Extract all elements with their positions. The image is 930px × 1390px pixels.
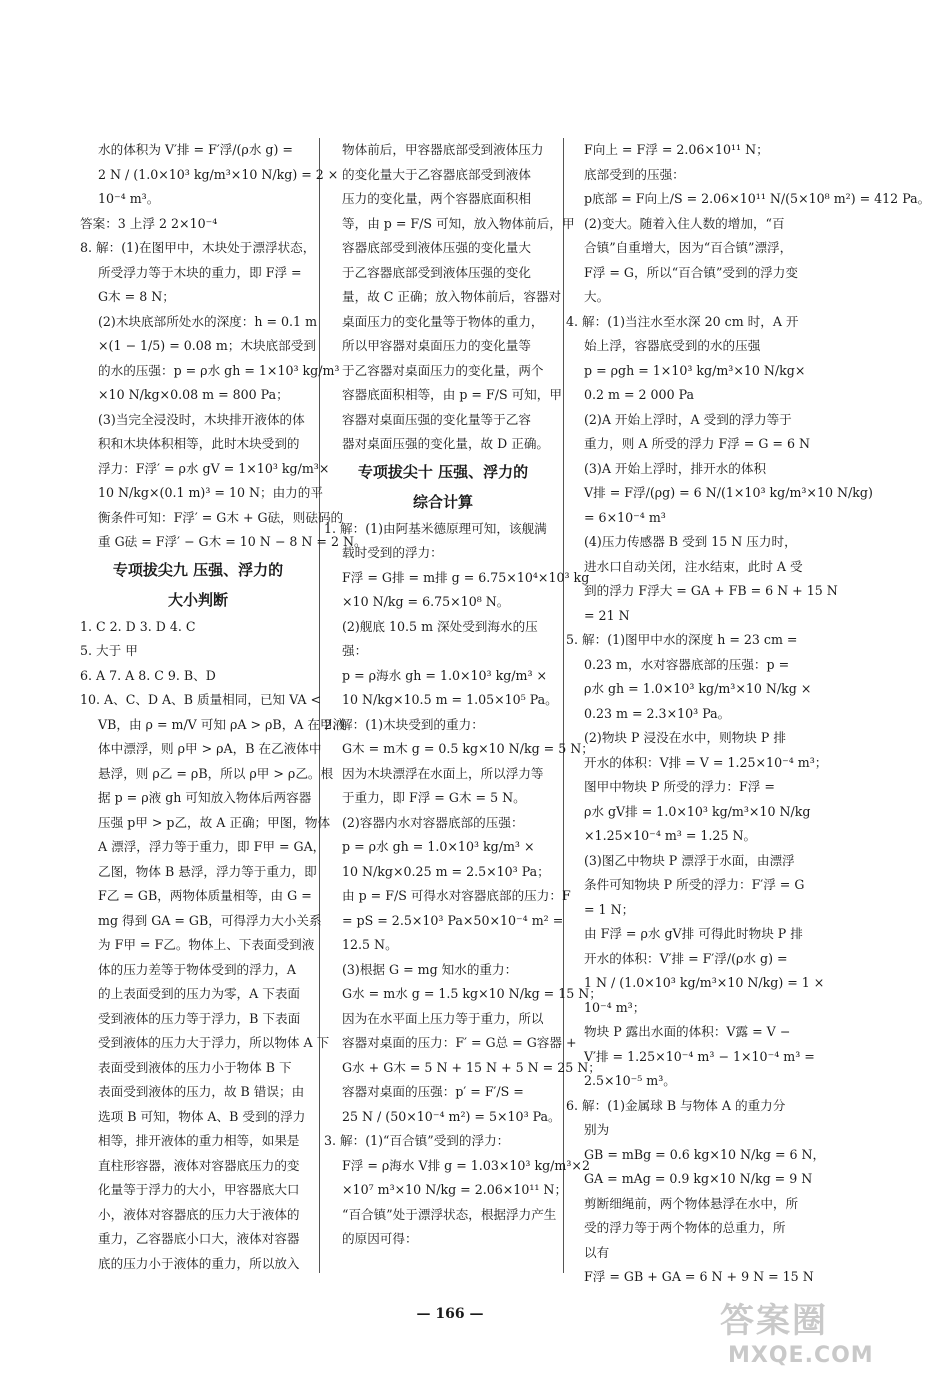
text-line: 据 p = ρ液 gh 可知放入物体后两容器 <box>98 790 312 805</box>
text-line: mg 得到 GA = GB，可得浮力大小关系 <box>98 912 322 928</box>
text-line: 12.5 N。 <box>342 937 398 952</box>
text-line: 2. 解：(1)木块受到的重力： <box>324 716 484 732</box>
text-line: 6. A 7. A 8. C 9. B、D <box>80 667 216 683</box>
text-line: 衡条件可知：F浮′ = G木 + G砝，则砝码的 <box>98 509 344 525</box>
text-line: 重力，则 A 所受的浮力 F浮 = G = 6 N <box>584 436 810 451</box>
page-number: — 166 — <box>416 1306 484 1322</box>
text-line: (3)当完全浸没时，木块排开液体的体 <box>98 411 305 427</box>
watermark-logo <box>720 1300 895 1386</box>
text-line: 以有 <box>584 1244 610 1260</box>
text-line: 体的压力差等于物体受到的浮力，A <box>98 961 297 977</box>
text-line: 2 N / (1.0×10³ kg/m³×10 N/kg) = 2 × <box>98 166 339 182</box>
text-line: 水的体积为 V′排 = F′浮/(ρ水 g) = <box>98 142 293 157</box>
text-line: 物块 P 露出水面的体积：V露 = V − <box>584 1024 791 1039</box>
text-line: F乙 = GB，两物体质量相等，由 G = <box>98 888 312 903</box>
text-line: 1. C 2. D 3. D 4. C <box>80 618 196 634</box>
text-line: G木 = m木 g = 0.5 kg×10 N/kg = 5 N； <box>342 741 594 756</box>
text-line: 重 G砝 = F浮′ − G木 = 10 N − 8 N = 2 N。 <box>98 534 367 549</box>
text-line: p = ρgh = 1×10³ kg/m³×10 N/kg× <box>584 362 806 378</box>
text-line: 因为木块漂浮在水面上，所以浮力等 <box>342 765 544 781</box>
text-line: 5. 解：(1)图甲中水的深度 h = 23 cm = <box>566 632 798 647</box>
text-line: ρ水 gh = 1.0×10³ kg/m³×10 N/kg × <box>584 681 812 696</box>
text-line: 容器对桌面的压强：p′ = F′/S = <box>342 1084 524 1099</box>
text-line: 因为在水平面上压力等于重力，所以 <box>342 1010 544 1026</box>
text-line: (3)A 开始上浮时，排开水的体积 <box>584 460 767 476</box>
text-line: 所受浮力等于木块的重力，即 F浮 = <box>98 264 302 280</box>
answer-column-left <box>80 138 367 1276</box>
text-line: 的上表面受到的压力为零，A 下表面 <box>98 986 301 1001</box>
text-line: 底的压力小于液体的重力，所以放入 <box>98 1255 300 1271</box>
text-line: 始上浮，容器底受到的水的压强 <box>584 338 761 353</box>
text-line: = 6×10⁻⁴ m³ <box>584 509 666 525</box>
text-line: 10⁻⁴ m³； <box>584 999 646 1015</box>
text-line: 0.23 m，水对容器底部的压强：p = <box>584 656 790 672</box>
text-line: 的原因可得： <box>342 1231 418 1246</box>
answer-column-right <box>566 138 930 1290</box>
text-line: G水 = m水 g = 1.5 kg×10 N/kg = 15 N； <box>342 986 602 1001</box>
text-line: (3)图乙中物块 P 漂浮于水面，由漂浮 <box>584 852 795 868</box>
text-line: VB，由 ρ = m/V 可知 ρA > ρB，A 在甲液 <box>98 716 346 732</box>
text-line: (2)容器内水对容器底部的压强： <box>342 814 524 830</box>
text-line: 桌面压力的变化量等于物体的重力， <box>342 313 544 329</box>
text-line: 体中漂浮，则 ρ甲 > ρA，B 在乙液体中 <box>98 741 322 756</box>
watermark-logo-text: 答案圈 <box>720 1301 828 1341</box>
text-line: 容器对桌面压强的变化量等于乙容 <box>342 411 531 427</box>
text-line: 合镇”自重增大，因为“百合镇”漂浮， <box>584 240 793 255</box>
text-line: 所以甲容器对桌面压力的变化量等 <box>342 338 531 353</box>
text-line: 受到液体的压力等于浮力，B 下表面 <box>98 1010 301 1026</box>
text-line: 表面受到液体的压力，故 B 错误；由 <box>98 1084 305 1099</box>
text-line: F浮 = G，所以“百合镇”受到的浮力变 <box>584 264 798 280</box>
text-line: 压力的变化量，两个容器底面积相 <box>342 191 531 206</box>
text-line: G木 = 8 N； <box>98 289 175 304</box>
text-line: = pS = 2.5×10³ Pa×50×10⁻⁴ m² = <box>342 912 564 928</box>
text-line: G水 + G木 = 5 N + 15 N + 5 N = 25 N； <box>342 1059 601 1075</box>
text-line: (3)根据 G = mg 知水的重力： <box>342 961 518 977</box>
text-line: ×(1 − 1/5) = 0.08 m；木块底部受到 <box>98 338 316 353</box>
text-line: 5. 大于 甲 <box>80 643 138 658</box>
text-line: 容器底面积相等，由 p = F/S 可知，甲 <box>342 387 562 402</box>
text-line: 载时受到的浮力： <box>342 545 443 560</box>
text-line: (4)压力传感器 B 受到 15 N 压力时， <box>584 534 797 549</box>
text-line: 开水的体积：V′排 = F′浮/(ρ水 g) = <box>584 950 788 966</box>
text-line: 等，由 p = F/S 可知，放入物体前后，甲 <box>342 215 575 231</box>
text-line: 由 p = F/S 可得水对容器底部的压力：F <box>342 888 571 903</box>
text-line: 强： <box>342 643 368 658</box>
text-line: 10⁻⁴ m³。 <box>98 191 160 206</box>
text-line: (2)A 开始上浮时，A 受到的浮力等于 <box>584 411 792 427</box>
text-line: GB = mBg = 0.6 kg×10 N/kg = 6 N， <box>584 1146 826 1162</box>
text-line: 积和木块体积相等，此时木块受到的 <box>98 436 300 451</box>
section-heading: 专项拔尖十 压强、浮力的 <box>357 462 529 481</box>
text-line: 受的浮力等于两个物体的总重力，所 <box>584 1220 786 1235</box>
text-line: (2)舰底 10.5 m 深处受到海水的压 <box>342 618 538 634</box>
text-line: A 漂浮，浮力等于重力，即 F甲 = GA， <box>98 839 326 854</box>
text-line: 器对桌面压强的变化量，故 D 正确。 <box>342 436 550 451</box>
text-line: ×10⁷ m³×10 N/kg = 2.06×10¹¹ N； <box>342 1182 568 1197</box>
text-line: 直柱形容器，液体对容器底压力的变 <box>98 1157 300 1173</box>
text-line: 乙图，物体 B 悬浮，浮力等于重力，即 <box>98 863 317 879</box>
text-line: 2.5×10⁻⁵ m³。 <box>584 1073 676 1088</box>
text-line: 化量等于浮力的大小，甲容器底大口 <box>98 1182 300 1197</box>
text-line: = 21 N <box>584 607 630 623</box>
text-line: 到的浮力 F浮大 = GA + FB = 6 N + 15 N <box>584 583 838 598</box>
text-line: 重力，乙容器底小口大，液体对容器 <box>98 1231 300 1246</box>
text-line: 底部受到的压强： <box>584 166 685 182</box>
text-line: 物体前后，甲容器底部受到液体压力 <box>342 142 544 157</box>
text-line: 进水口自动关闭，注水结束，此时 A 受 <box>584 558 803 574</box>
text-line: 于重力，即 F浮 = G木 = 5 N。 <box>342 790 526 805</box>
text-line: 10. A、C、D A、B 质量相同，已知 VA < <box>80 692 322 707</box>
text-line: 25 N / (50×10⁻⁴ m²) = 5×10³ Pa。 <box>342 1108 561 1124</box>
text-line: 于乙容器对桌面压力的变化量，两个 <box>342 362 544 378</box>
text-line: 条件可知物块 P 所受的浮力：F′浮 = G <box>584 877 805 892</box>
section-heading: 专项拔尖九 压强、浮力的 <box>112 560 284 579</box>
text-line: 开水的体积：V排 = V = 1.25×10⁻⁴ m³； <box>584 754 828 770</box>
text-line: GA = mAg = 0.9 kg×10 N/kg = 9 N <box>584 1171 813 1186</box>
text-line: 8. 解：(1)在图甲中，木块处于漂浮状态， <box>80 240 316 255</box>
text-line: 10 N/kg×(0.1 m)³ = 10 N；由力的平 <box>98 485 323 500</box>
text-line: “百合镇”处于漂浮状态，根据浮力产生 <box>342 1206 557 1222</box>
text-line: 压强 p甲 > p乙，故 A 正确；甲图，物体 <box>98 814 331 830</box>
text-line: 6. 解：(1)金属球 B 与物体 A 的重力分 <box>566 1097 786 1113</box>
text-line: 10 N/kg×0.25 m = 2.5×10³ Pa； <box>342 863 550 879</box>
text-line: 0.23 m = 2.3×10³ Pa。 <box>584 705 731 721</box>
section-heading: 大小判断 <box>167 590 228 609</box>
text-line: 3. 解：(1)“百合镇”受到的浮力： <box>324 1133 510 1148</box>
watermark-site-text: MXQE.COM <box>728 1343 874 1368</box>
text-line: V排 = F浮/(ρg) = 6 N/(1×10³ kg/m³×10 N/kg) <box>584 485 873 500</box>
column-divider <box>563 138 564 1273</box>
text-line: 大。 <box>584 289 610 304</box>
text-line: 选项 B 可知，物体 A、B 受到的浮力 <box>98 1108 306 1124</box>
text-line: 受到液体的压力大于浮力，所以物体 A 下 <box>98 1035 330 1050</box>
text-line: 悬浮，则 ρ乙 = ρB，所以 ρ甲 > ρ乙。根 <box>98 765 334 781</box>
text-line: 为 F甲 = F乙。物体上、下表面受到液 <box>98 937 315 952</box>
text-line: 量，故 C 正确；放入物体前后，容器对 <box>342 289 562 304</box>
text-line: (2)物块 P 浸没在水中，则物块 P 排 <box>584 730 786 745</box>
text-line: ×1.25×10⁻⁴ m³ = 1.25 N。 <box>584 828 757 843</box>
text-line: (2)木块底部所处水的深度：h = 0.1 m <box>98 313 318 329</box>
text-line: 别为 <box>584 1122 610 1137</box>
text-line: 1. 解：(1)由阿基米德原理可知，该舰满 <box>324 520 547 536</box>
text-line: 10 N/kg×10.5 m = 1.05×10⁵ Pa。 <box>342 692 558 707</box>
text-line: ×10 N/kg×0.08 m = 800 Pa； <box>98 387 289 402</box>
text-line: ρ水 gV排 = 1.0×10³ kg/m³×10 N/kg <box>584 803 811 819</box>
text-line: 图甲中物块 P 所受的浮力：F浮 = <box>584 779 775 794</box>
text-line: 答案：3 上浮 2 2×10⁻⁴ <box>80 215 218 231</box>
text-line: 剪断细绳前，两个物体悬浮在水中，所 <box>584 1195 799 1211</box>
text-line: F浮 = GB + GA = 6 N + 9 N = 15 N <box>584 1269 814 1284</box>
text-line: ×10 N/kg = 6.75×10⁸ N。 <box>342 594 510 609</box>
text-line: 0.2 m = 2 000 Pa <box>584 387 695 402</box>
section-heading: 综合计算 <box>412 492 473 511</box>
text-line: p = ρ水 gh = 1.0×10³ kg/m³ × <box>342 839 535 854</box>
text-line: F浮 = G排 = m排 g = 6.75×10⁴×10³ kg <box>342 569 590 585</box>
text-line: F浮 = ρ海水 V排 g = 1.03×10³ kg/m³×2 <box>342 1157 590 1173</box>
text-line: 于乙容器底部受到液体压强的变化 <box>342 264 531 280</box>
text-line: p = ρ海水 gh = 1.0×10³ kg/m³ × <box>342 667 548 683</box>
text-line: = 1 N； <box>584 901 635 917</box>
text-line: (2)变大。随着入住人数的增加，“百 <box>584 215 785 231</box>
text-line: 表面受到液体的压力小于物体 B 下 <box>98 1059 292 1075</box>
text-line: 容器底部受到液体压强的变化量大 <box>342 240 531 255</box>
text-line: 的变化量大于乙容器底部受到液体 <box>342 166 531 182</box>
text-line: 浮力：F浮′ = ρ水 gV = 1×10³ kg/m³× <box>98 460 330 476</box>
text-line: F向上 = F浮 = 2.06×10¹¹ N； <box>584 142 769 157</box>
text-line: 由 F浮 = ρ水 gV排 可得此时物块 P 排 <box>584 926 803 941</box>
text-line: 容器对桌面的压力：F′ = G总 = G容器 + <box>342 1035 577 1050</box>
text-line: 的水的压强：p = ρ水 gh = 1×10³ kg/m³ <box>98 362 340 378</box>
text-line: 相等，排开液体的重力相等，如果是 <box>98 1133 300 1148</box>
text-line: 小，液体对容器底的压力大于液体的 <box>98 1206 300 1222</box>
text-line: 1 N / (1.0×10³ kg/m³×10 N/kg) = 1 × <box>584 975 825 990</box>
text-line: p底部 = F向上/S = 2.06×10¹¹ N/(5×10⁸ m²) = 412 Pa。 <box>584 191 930 206</box>
text-line: 4. 解：(1)当注水至水深 20 cm 时，A 开 <box>566 313 799 329</box>
text-line: V′排 = 1.25×10⁻⁴ m³ − 1×10⁻⁴ m³ = <box>584 1048 815 1064</box>
